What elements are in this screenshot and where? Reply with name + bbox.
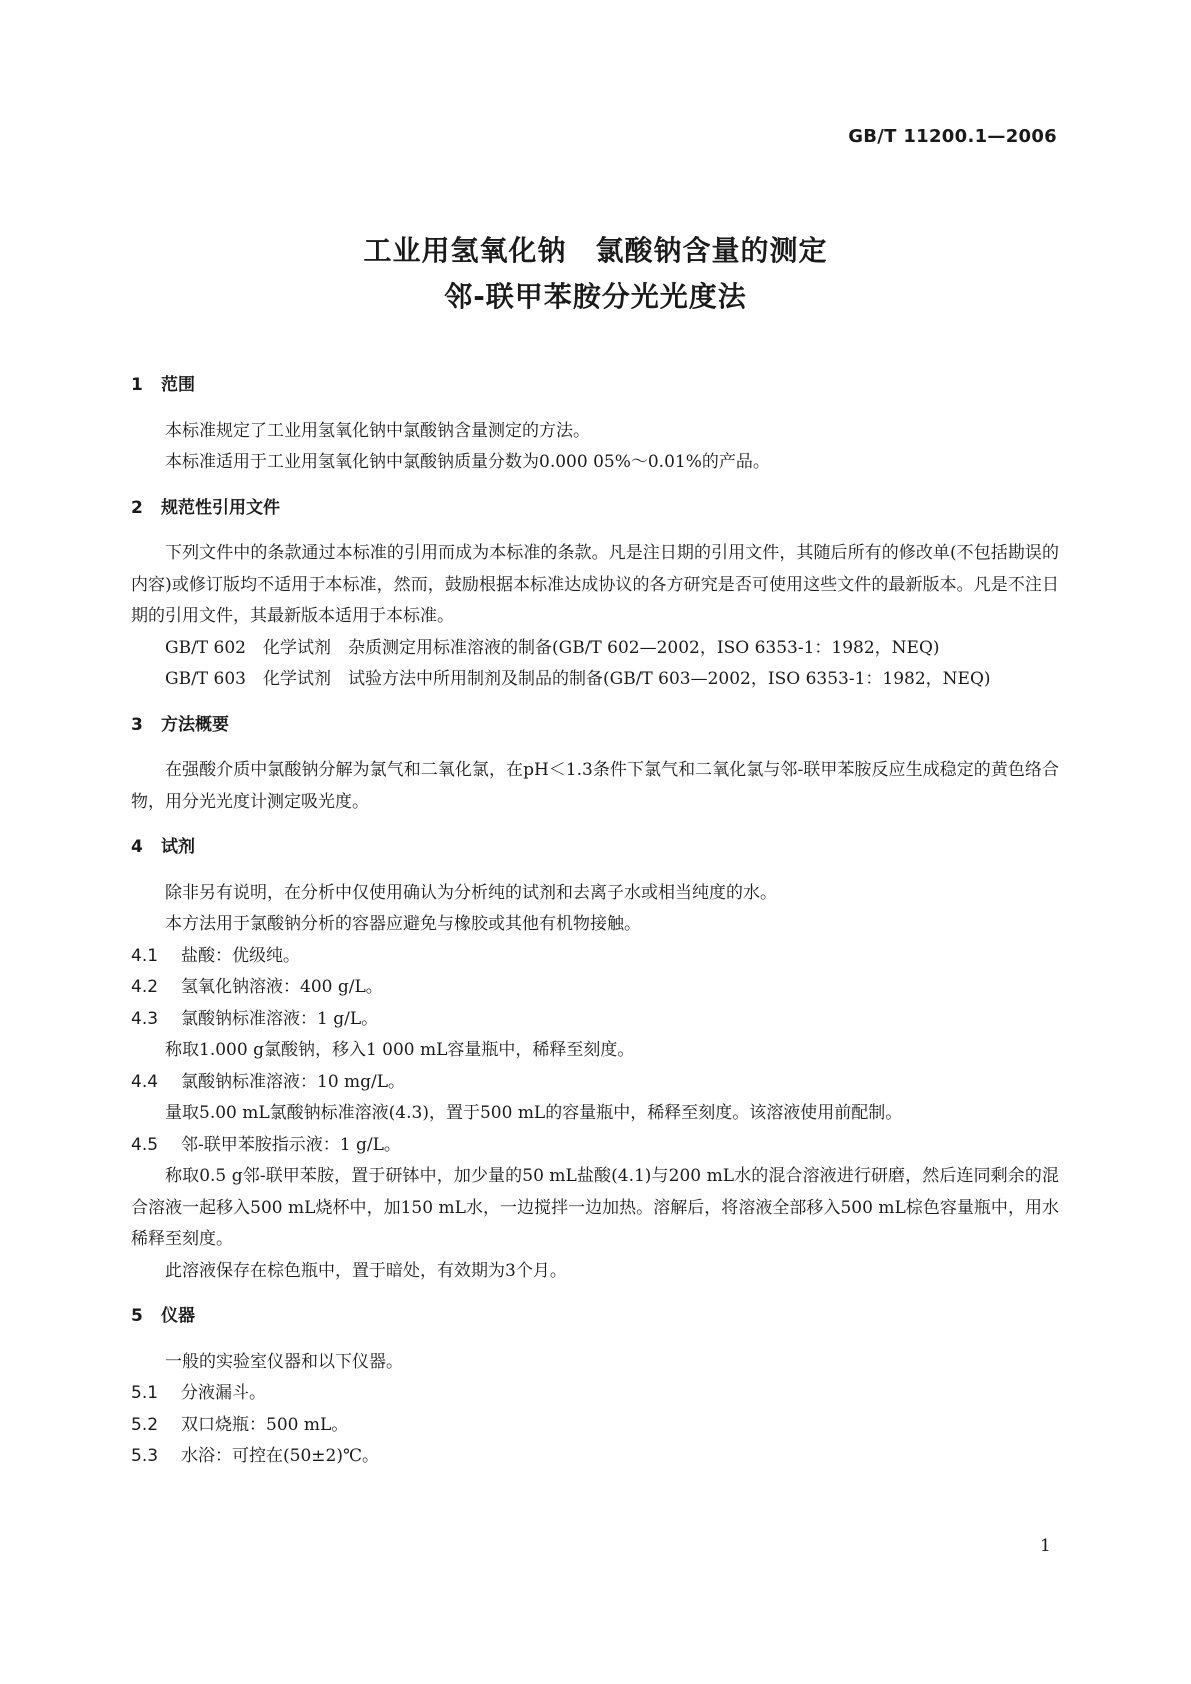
paragraph: 除非另有说明，在分析中仅使用确认为分析纯的试剂和去离子水或相当纯度的水。 [165,882,777,903]
title-line-2: 邻-联甲苯胺分光光度法 [444,280,747,313]
item-number: 4.3 [131,1008,159,1029]
item-number: 4.4 [131,1071,159,1092]
reference-entry: GB/T 602 化学试剂 杂质测定用标准溶液的制备(GB/T 602—2002，ISO 6353-1：1982，NEQ) [165,637,940,658]
list-item [131,972,1059,1004]
item-text: 分液漏斗。 [181,1383,266,1403]
section-number: 5 [131,1306,143,1326]
document-title [0,228,1191,320]
item-number: 5.1 [131,1383,159,1403]
list-item [131,1441,1059,1473]
paragraph: 称取1.000 g氯酸钠，移入1 000 mL容量瓶中，稀释至刻度。 [165,1040,635,1060]
section-title: 试剂 [161,837,195,857]
page-number: 1 [1040,1536,1051,1556]
section-number: 1 [131,375,143,395]
item-text: 邻-联甲苯胺指示液：1 g/L。 [181,1134,401,1155]
item-number: 5.2 [131,1414,159,1435]
standard-code: GB/T 11200.1—2006 [848,126,1057,147]
paragraph: 一般的实验室仪器和以下仪器。 [165,1351,403,1372]
paragraph: 本方法用于氯酸钠分析的容器应避免与橡胶或其他有机物接触。 [165,914,641,934]
paragraph: 本标准规定了工业用氢氧化钠中氯酸钠含量测定的方法。 [165,420,590,441]
section-title: 规范性引用文件 [161,497,280,518]
paragraph: 本标准适用于工业用氢氧化钠中氯酸钠质量分数为0.000 05%～0.01%的产品。 [165,452,770,472]
section-heading-references [131,493,1059,525]
list-item [131,1004,1059,1036]
document-body [131,370,1059,1473]
item-text: 水浴：可控在(50±2)℃。 [181,1446,379,1466]
item-text: 氢氧化钠溶液：400 g/L。 [181,977,383,997]
item-number: 4.1 [131,945,159,966]
section-title: 仪器 [161,1306,195,1326]
section-number: 3 [131,714,143,735]
section-heading-apparatus [131,1301,1059,1333]
item-text: 氯酸钠标准溶液：1 g/L。 [181,1008,379,1029]
paragraph: 此溶液保存在棕色瓶中，置于暗处，有效期为3个月。 [165,1260,567,1281]
list-item [131,1067,1059,1099]
list-item [131,941,1059,973]
item-text: 双口烧瓶：500 mL。 [181,1414,349,1435]
title-line-1: 工业用氢氧化钠 氯酸钠含量的测定 [363,234,828,267]
item-text: 氯酸钠标准溶液：10 mg/L。 [181,1071,406,1092]
section-title: 方法概要 [161,714,229,735]
item-text: 盐酸：优级纯。 [181,945,300,966]
list-item [131,1410,1059,1442]
paragraph: 称取0.5 g邻-联甲苯胺，置于研钵中，加少量的50 mL盐酸(4.1)与200 mL水的混合溶液进行研磨，然后连同剩余的混合溶液一起移入500 mL烧杯中，加150 mL水，一边搅拌一边加热。溶解后，将溶液全部移入500 mL棕色容量瓶中，用水稀释至刻度。 [131,1166,1059,1249]
item-number: 4.2 [131,977,159,997]
paragraph: 在强酸介质中氯酸钠分解为氯气和二氧化氯，在pH＜1.3条件下氯气和二氧化氯与邻-联甲苯胺反应生成稳定的黄色络合物，用分光光度计测定吸光度。 [131,760,1059,812]
section-number: 2 [131,497,143,518]
section-heading-method-summary [131,710,1059,742]
section-number: 4 [131,837,143,857]
paragraph: 量取5.00 mL氯酸钠标准溶液(4.3)，置于500 mL的容量瓶中，稀释至刻度。该溶液使用前配制。 [165,1103,903,1123]
list-item [131,1378,1059,1410]
list-item [131,1130,1059,1162]
paragraph: 下列文件中的条款通过本标准的引用而成为本标准的条款。凡是注日期的引用文件，其随后所有的修改单(不包括勘误的内容)或修订版均不适用于本标准，然而，鼓励根据本标准达成协议的各方研究是否可使用这些文件的最新版本。凡是不注日期的引用文件，其最新版本适用于本标准。 [131,543,1059,626]
section-title: 范围 [161,375,195,395]
item-number: 5.3 [131,1446,159,1466]
reference-entry: GB/T 603 化学试剂 试验方法中所用制剂及制品的制备(GB/T 603—2002，ISO 6353-1：1982，NEQ) [165,669,991,689]
section-heading-reagents [131,832,1059,864]
section-heading-scope [131,370,1059,402]
item-number: 4.5 [131,1134,159,1155]
